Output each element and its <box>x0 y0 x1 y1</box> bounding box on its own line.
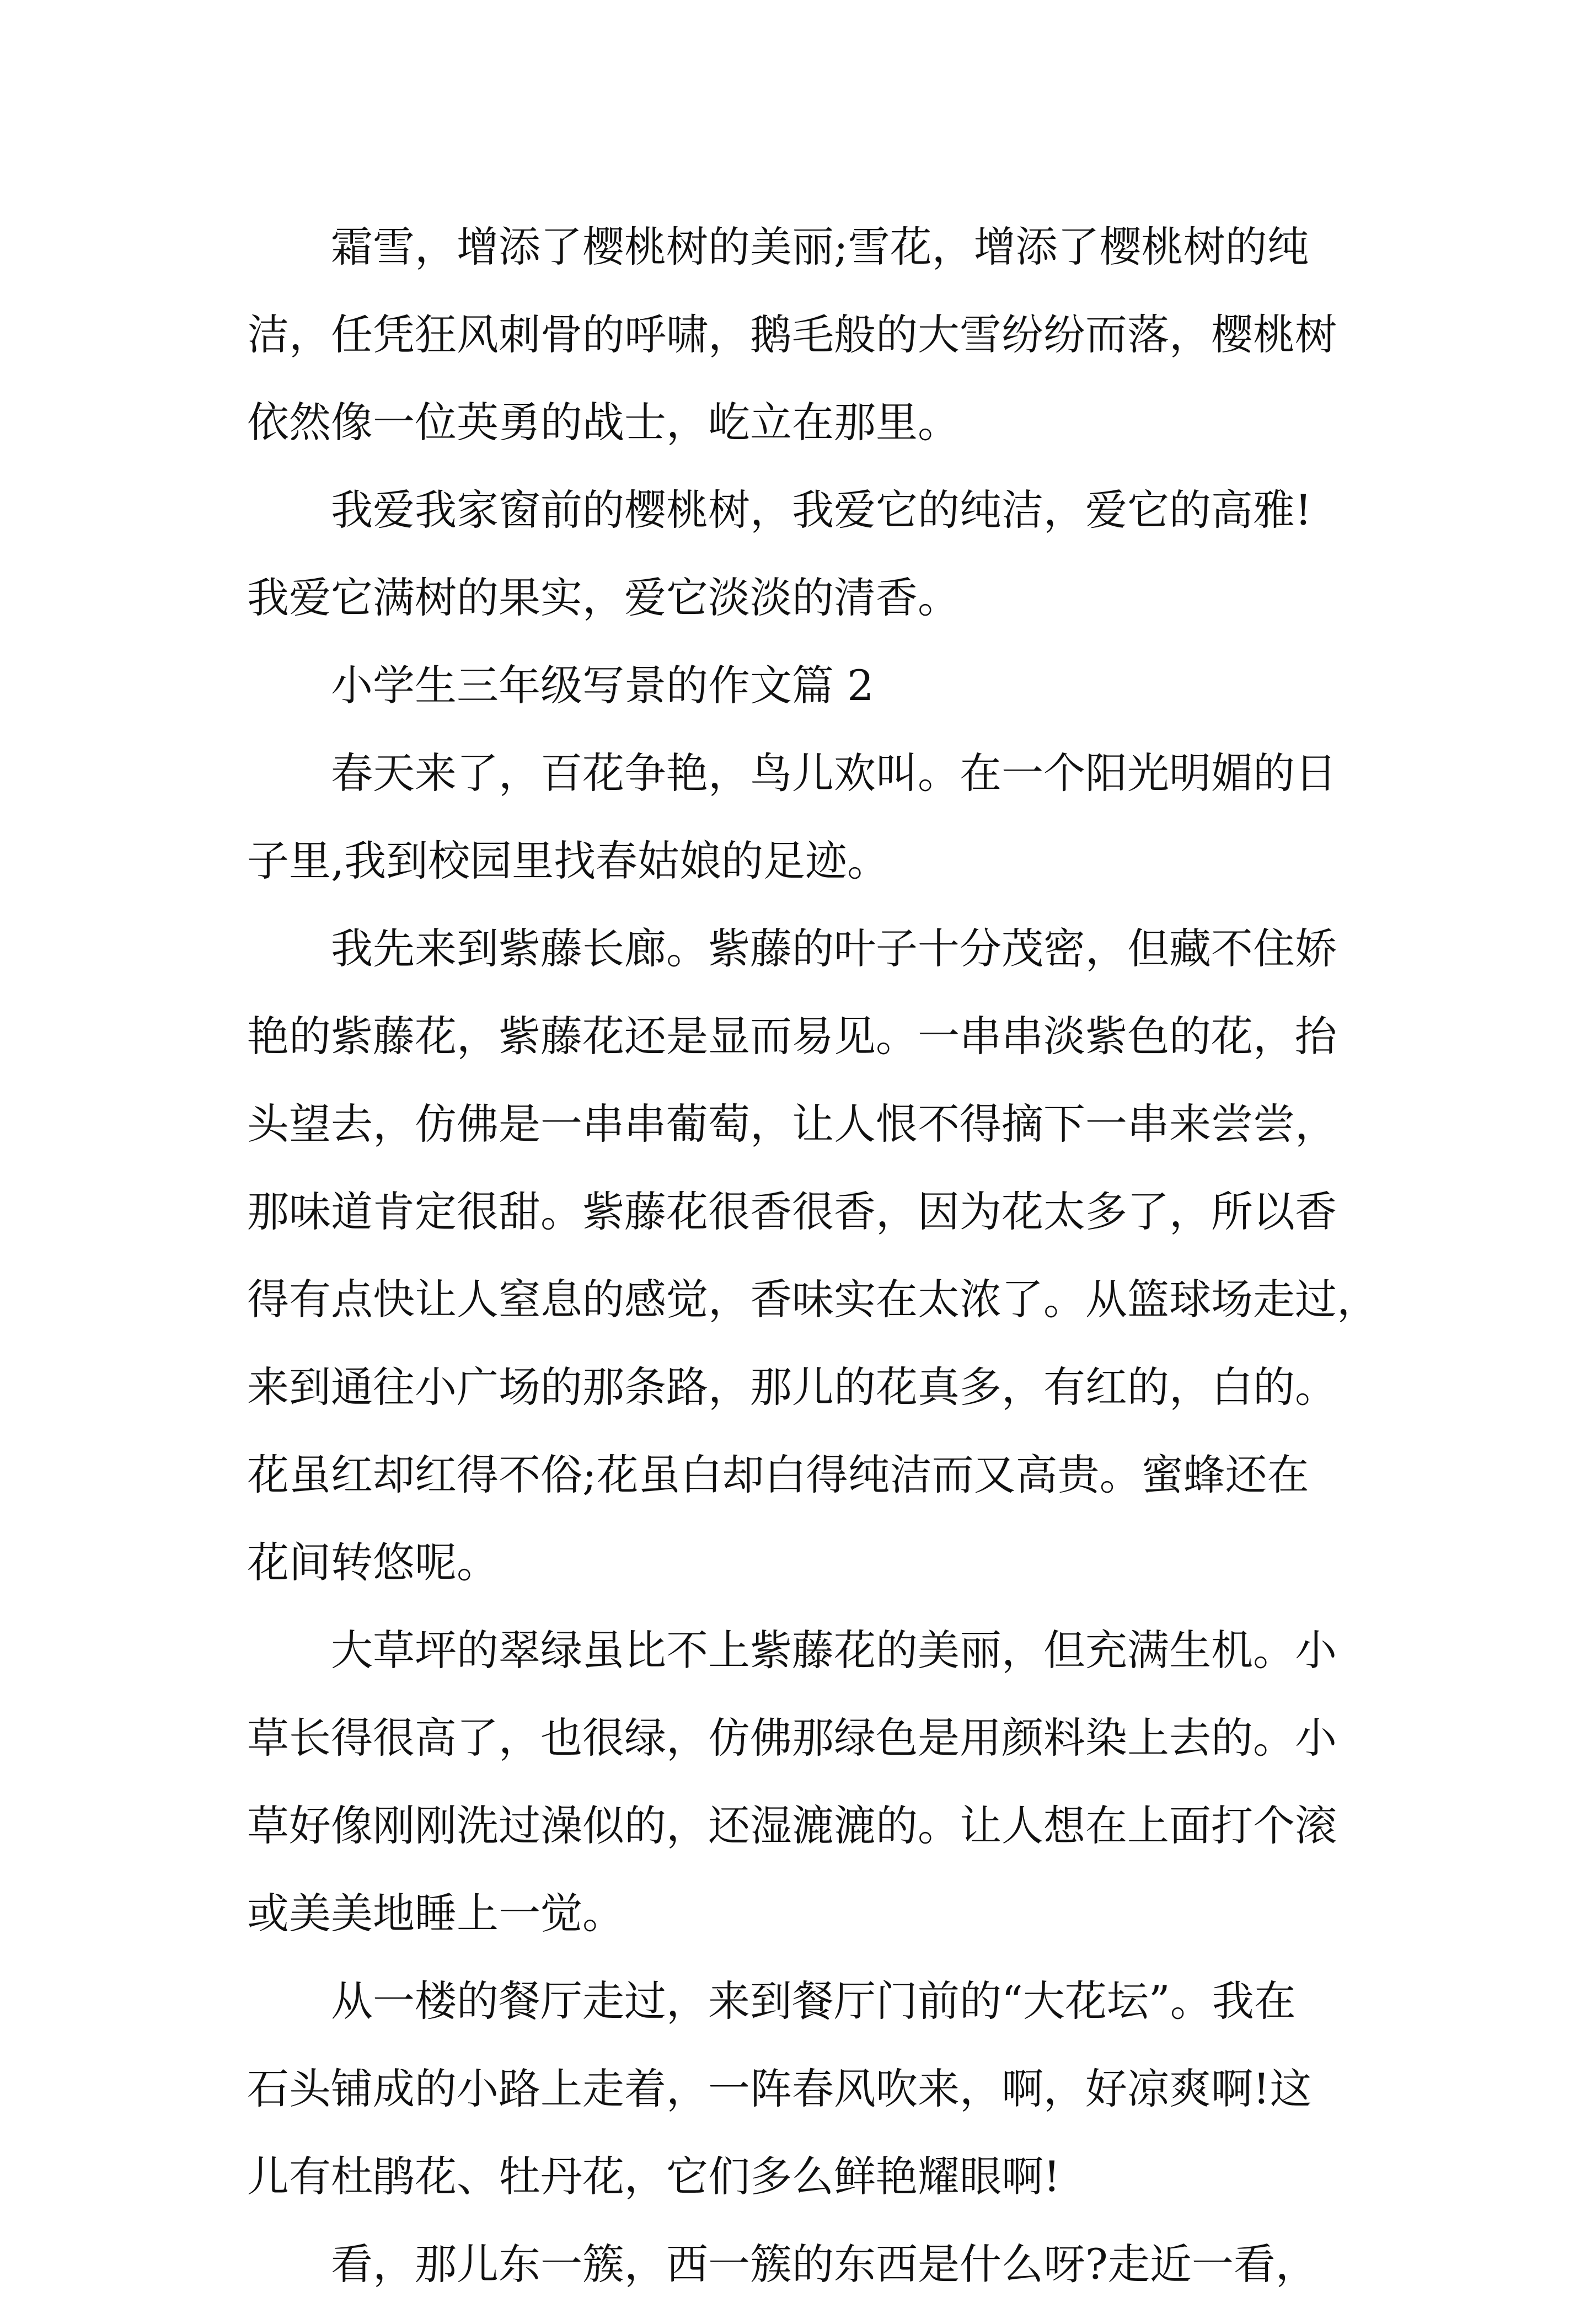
text-line: 从一楼的餐厅走过，来到餐厅门前的“大花坛”。我在 <box>331 1976 1296 2026</box>
text-line: 我爱我家窗前的樱桃树，我爱它的纯洁，爱它的高雅! <box>331 485 1312 535</box>
paragraph-lawn <box>247 1606 1372 1957</box>
paragraph-flower-bed <box>247 1957 1372 2220</box>
text-line: 那味道肯定很甜。紫藤花很香很香，因为花太多了，所以香 <box>247 1187 1337 1236</box>
text-line: 花间转悠呢。 <box>247 1538 499 1587</box>
text-line: 洁，任凭狂风刺骨的呼啸，鹅毛般的大雪纷纷而落，樱桃树 <box>247 310 1337 359</box>
text-line: 我爱它满树的果实，爱它淡淡的清香。 <box>247 573 960 622</box>
text-line: 我先来到紫藤长廊。紫藤的叶子十分茂密，但藏不住娇 <box>331 924 1337 973</box>
text-line: 草好像刚刚洗过澡似的，还湿漉漉的。让人想在上面打个滚 <box>247 1801 1337 1850</box>
essay-heading: 小学生三年级写景的作文篇 2 <box>331 661 874 710</box>
text-line: 看，那儿东一簇，西一簇的东西是什么呀?走近一看， <box>331 2240 1317 2289</box>
text-line: 石头铺成的小路上走着，一阵春风吹来，啊，好凉爽啊!这 <box>247 2064 1312 2113</box>
text-line: 霜雪，增添了樱桃树的美丽;雪花，增添了樱桃树的纯 <box>331 222 1309 271</box>
text-line: 得有点快让人窒息的感觉，香味实在太浓了。从篮球场走过， <box>247 1275 1379 1324</box>
text-line: 花虽红却红得不俗;花虽白却白得纯洁而又高贵。蜜蜂还在 <box>247 1450 1309 1499</box>
text-line: 草长得很高了，也很绿，仿佛那绿色是用颜料染上去的。小 <box>247 1713 1337 1762</box>
document-body <box>247 203 1379 2308</box>
text-line: 儿有杜鹃花、牡丹花，它们多么鲜艳耀眼啊! <box>247 2152 1061 2201</box>
text-line: 春天来了，百花争艳，鸟儿欢叫。在一个阳光明媚的日 <box>331 749 1337 798</box>
text-line: 子里,我到校园里找春姑娘的足迹。 <box>247 836 890 885</box>
paragraph-frost-snow <box>247 203 1372 466</box>
text-line: 或美美地睡上一觉。 <box>247 1889 624 1938</box>
text-line: 来到通往小广场的那条路，那儿的花真多，有红的，白的。 <box>247 1363 1337 1412</box>
paragraph-look-there <box>247 2220 1372 2308</box>
text-line: 头望去，仿佛是一串串葡萄，让人恨不得摘下一串来尝尝， <box>247 1099 1337 1148</box>
text-line: 大草坪的翠绿虽比不上紫藤花的美丽，但充满生机。小 <box>331 1626 1337 1675</box>
paragraph-spring-arrives <box>247 729 1372 905</box>
text-line: 依然像一位英勇的战士，屹立在那里。 <box>247 398 960 447</box>
text-line: 艳的紫藤花，紫藤花还是显而易见。一串串淡紫色的花，抬 <box>247 1012 1337 1061</box>
paragraph-wisteria <box>247 905 1379 1606</box>
paragraph-love-cherry-tree <box>247 466 1372 642</box>
